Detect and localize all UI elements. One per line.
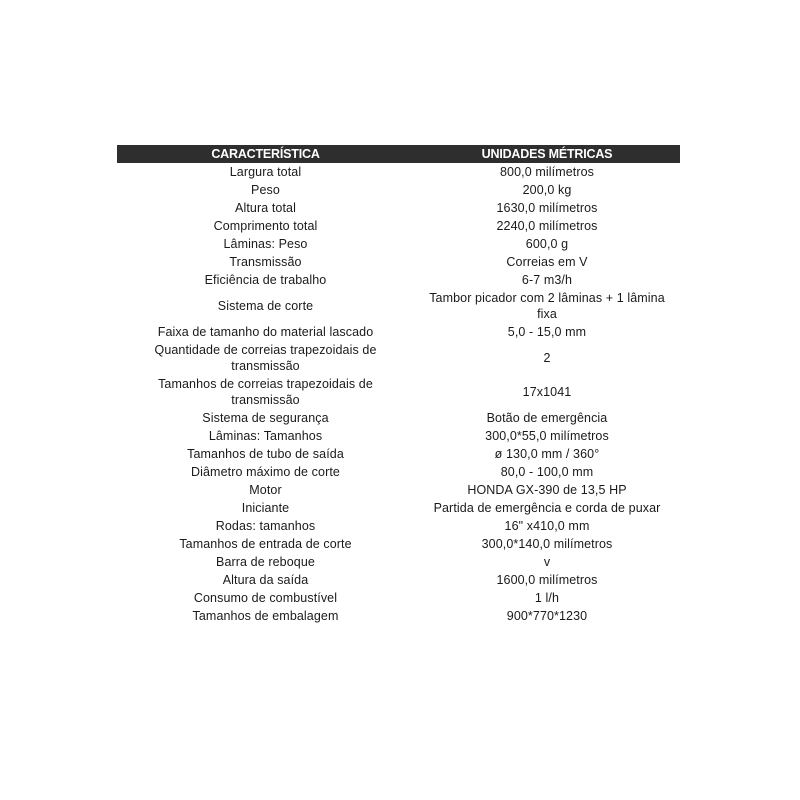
feature-cell: Largura total	[229, 165, 302, 179]
value-cell: 200,0 kg	[522, 183, 572, 197]
spec-table	[117, 145, 680, 625]
value-cell: 2	[543, 351, 551, 365]
feature-cell: Eficiência de trabalho	[204, 273, 327, 287]
value-cell: 80,0 - 100,0 mm	[500, 465, 594, 479]
table-header	[117, 145, 680, 163]
feature-cell: Faixa de tamanho do material lascado	[157, 325, 374, 339]
table-row	[117, 535, 680, 553]
table-row	[117, 553, 680, 571]
table-row	[117, 571, 680, 589]
value-cell: HONDA GX-390 de 13,5 HP	[467, 483, 627, 497]
value-cell: 17x1041	[522, 385, 572, 399]
table-row	[117, 163, 680, 181]
table-row	[117, 271, 680, 289]
value-cell: 1 l/h	[534, 591, 560, 605]
feature-cell: Barra de reboque	[216, 555, 315, 569]
header-metric-units: UNIDADES MÉTRICAS	[414, 145, 680, 163]
value-cell: 800,0 milímetros	[500, 165, 594, 179]
feature-cell: Tamanhos de entrada de corte	[179, 537, 352, 551]
feature-cell: Rodas: tamanhos	[215, 519, 316, 533]
value-cell: v	[543, 555, 551, 569]
table-row	[117, 427, 680, 445]
feature-cell: Peso	[251, 183, 280, 197]
feature-cell: Diâmetro máximo de corte	[191, 465, 340, 479]
feature-cell: Quantidade de correias trapezoidais de transmissão	[154, 343, 377, 373]
table-row	[117, 375, 680, 409]
table-row	[117, 409, 680, 427]
feature-cell: Lâminas: Tamanhos	[208, 429, 323, 443]
table-row	[117, 589, 680, 607]
feature-cell: Altura total	[235, 201, 296, 215]
value-cell: ø 130,0 mm / 360°	[494, 447, 600, 461]
table-row	[117, 341, 680, 375]
feature-cell: Tamanhos de embalagem	[192, 609, 339, 623]
table-row	[117, 235, 680, 253]
value-cell: 6-7 m3/h	[521, 273, 573, 287]
feature-cell: Sistema de corte	[217, 299, 314, 313]
table-row	[117, 253, 680, 271]
table-row	[117, 323, 680, 341]
table-row	[117, 199, 680, 217]
value-cell: Botão de emergência	[486, 411, 608, 425]
value-cell: 300,0*55,0 milímetros	[485, 429, 609, 443]
value-cell: 600,0 g	[525, 237, 569, 251]
feature-cell: Tamanhos de tubo de saída	[187, 447, 344, 461]
table-row	[117, 217, 680, 235]
table-row	[117, 181, 680, 199]
feature-cell: Comprimento total	[213, 219, 318, 233]
feature-cell: Altura da saída	[222, 573, 309, 587]
feature-cell: Tamanhos de correias trapezoidais de transmissão	[158, 377, 373, 407]
value-cell: Partida de emergência e corda de puxar	[433, 501, 661, 515]
feature-cell: Sistema de segurança	[202, 411, 329, 425]
feature-cell: Transmissão	[229, 255, 302, 269]
value-cell: Correias em V	[506, 255, 588, 269]
table-row	[117, 517, 680, 535]
table-row	[117, 445, 680, 463]
value-cell: 2240,0 milímetros	[496, 219, 598, 233]
table-row	[117, 289, 680, 323]
header-row	[117, 145, 680, 163]
feature-cell: Consumo de combustível	[193, 591, 338, 605]
table-row	[117, 481, 680, 499]
table-body	[117, 163, 680, 625]
header-feature: CARACTERÍSTICA	[117, 145, 414, 163]
value-cell: 300,0*140,0 milímetros	[481, 537, 613, 551]
value-cell: 1630,0 milímetros	[496, 201, 598, 215]
feature-cell: Motor	[249, 483, 282, 497]
value-cell: 1600,0 milímetros	[496, 573, 598, 587]
table-row	[117, 463, 680, 481]
feature-cell: Iniciante	[241, 501, 290, 515]
feature-cell: Lâminas: Peso	[223, 237, 308, 251]
value-cell: Tambor picador com 2 lâminas + 1 lâmina fixa	[429, 291, 665, 321]
value-cell: 900*770*1230	[506, 609, 588, 623]
table-row	[117, 607, 680, 625]
table-row	[117, 499, 680, 517]
value-cell: 5,0 - 15,0 mm	[507, 325, 587, 339]
value-cell: 16" x410,0 mm	[504, 519, 590, 533]
